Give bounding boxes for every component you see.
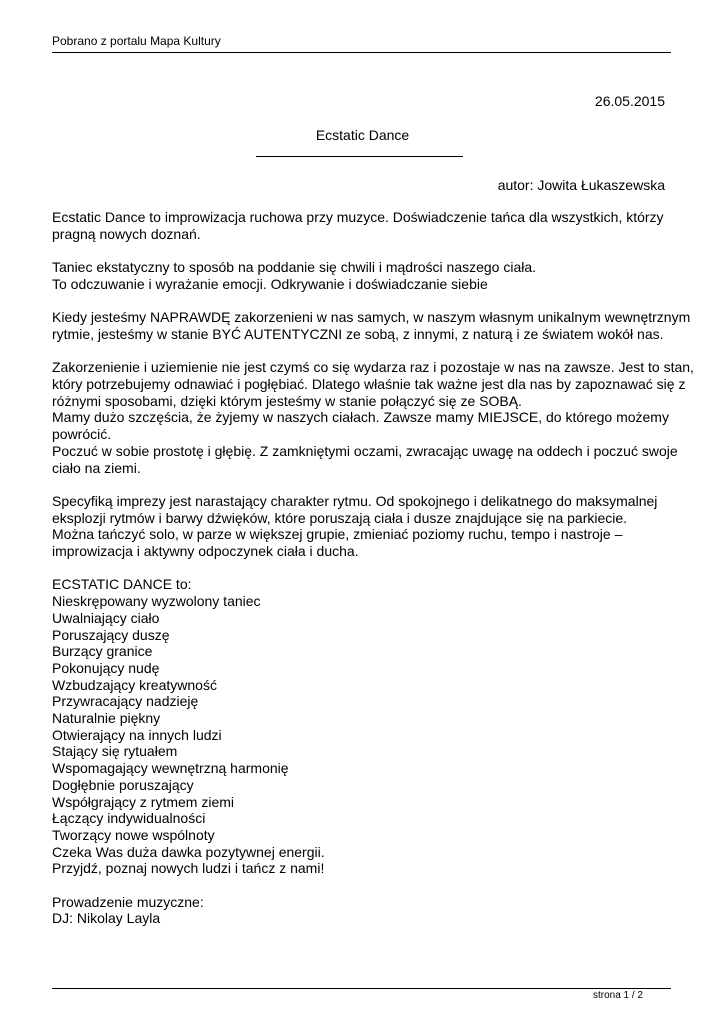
paragraph-features-list — [52, 576, 672, 877]
text-line: który potrzebujemy odnawiać i pogłębiać. Dlatego właśnie tak ważne jest dla nas by zapoznawać się z — [52, 375, 686, 392]
list-item: Otwierający na innych ludzi — [52, 726, 222, 743]
paragraph-rhythm — [52, 493, 672, 560]
text-line: Kiedy jesteśmy NAPRAWDĘ zakorzenieni w nas samych, w naszym własnym unikalnym wewnętrznym — [52, 309, 691, 326]
list-item: Pokonujący nudę — [52, 659, 160, 676]
list-item: Tworzący nowe wspólnoty — [52, 826, 215, 843]
text-line: Przyjdź, poznaj nowych ludzi i tańcz z nami! — [52, 860, 325, 877]
text-line: Czeka Was duża dawka pozytywnej energii. — [52, 843, 325, 860]
text-line: Ecstatic Dance to improwizacja ruchowa przy muzyce. Doświadczenie tańca dla wszystkich, którzy — [52, 209, 664, 225]
list-item: Poruszający duszę — [52, 626, 170, 643]
list-item: Dogłębnie poruszający — [52, 776, 194, 793]
list-item: Burzący granice — [52, 643, 153, 660]
text-line: eksplozji rytmów i barwy dźwięków, które poruszają ciała i dusze znajdujące się na parkiecie. — [52, 509, 628, 526]
list-item: Naturalnie piękny — [52, 710, 161, 727]
text-line: Prowadzenie muzyczne: — [52, 893, 204, 910]
list-item: Przywracający nadzieję — [52, 693, 199, 710]
text-line: DJ: Nikolay Layla — [52, 910, 161, 927]
list-heading: ECSTATIC DANCE to: — [52, 576, 192, 593]
paragraph-definition — [52, 259, 672, 292]
list-item: Stający się rytuałem — [52, 743, 178, 760]
list-item: Wzbudzający kreatywność — [52, 676, 217, 693]
paragraph-authenticity — [52, 309, 691, 342]
list-item: Łączący indywidualności — [52, 810, 206, 827]
list-item: Nieskrępowany wyzwolony taniec — [52, 593, 261, 610]
document-body — [52, 209, 694, 944]
text-line: powrócić. — [52, 426, 112, 443]
text-line: Specyfiką imprezy jest narastający charakter rytmu. Od spokojnego i delikatnego do maksymalnej — [52, 492, 658, 509]
page-number: strona 1 / 2 — [592, 990, 643, 1001]
text-line: Można tańczyć solo, w parze w większej grupie, zmieniać poziomy ruchu, tempo i nastroje – — [52, 526, 623, 543]
list-item: Uwalniający ciało — [52, 609, 160, 626]
text-line: improwizacja i aktywny odpoczynek ciała i ducha. — [52, 543, 359, 559]
paragraph-intro — [52, 209, 672, 242]
text-line: Zakorzenienie i uziemienie nie jest czymś co się wydarza raz i pozostaje w nas na zawsze. Jest to stan, — [52, 359, 694, 376]
paragraph-music-credits — [52, 894, 672, 927]
text-line: Mamy dużo szczęścia, że żyjemy w naszych ciałach. Zawsze mamy MIEJSCE, do którego możemy — [52, 409, 669, 426]
text-line: różnymi sposobami, dzięki którym jesteśmy w stanie połączyć się ze SOBĄ. — [52, 392, 522, 409]
text-line: ciało na ziemi. — [52, 459, 141, 476]
footer-divider — [52, 988, 671, 989]
list-item: Wspomagający wewnętrzną harmonię — [52, 760, 289, 777]
document-title: Ecstatic Dance — [315, 127, 410, 143]
text-line: rytmie, jesteśmy w stanie BYĆ AUTENTYCZNI ze sobą, z innymi, z naturą i ze światem wokół nas. — [52, 325, 664, 342]
text-line: Poczuć w sobie prostotę i głębię. Z zamkniętymi oczami, zwracając uwagę na oddech i poczuć swoje — [52, 442, 678, 459]
document-date: 26.05.2015 — [594, 93, 665, 109]
page-header-source: Pobrano z portalu Mapa Kultury — [52, 34, 221, 48]
text-line: To odczuwanie i wyrażanie emocji. Odkrywanie i doświadczanie siebie — [52, 275, 488, 292]
list-item: Współgrający z rytmem ziemi — [52, 793, 235, 810]
header-divider — [52, 52, 671, 53]
text-line: Taniec ekstatyczny to sposób na poddanie się chwili i mądrości naszego ciała. — [52, 259, 537, 276]
document-author: autor: Jowita Łukaszewska — [497, 177, 665, 193]
paragraph-grounding — [52, 359, 694, 476]
text-line: pragną nowych doznań. — [52, 225, 201, 242]
title-underline — [256, 156, 463, 157]
